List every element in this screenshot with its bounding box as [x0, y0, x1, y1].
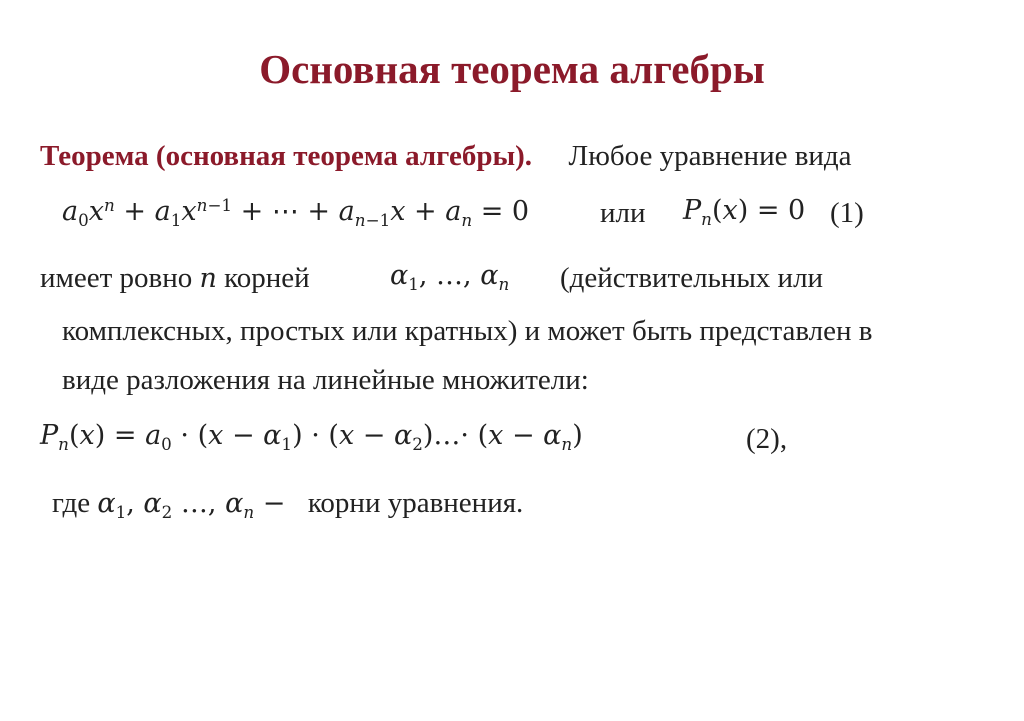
polynomial-zero-equation: $P_n(x) = 0$ [683, 195, 806, 229]
eq2-number: (2), [746, 423, 788, 455]
theorem-label: Теорема (основная теорема алгебры). [40, 140, 533, 172]
where-word: где [52, 487, 91, 519]
roots-word: корни уравнения. [307, 487, 524, 519]
line3: комплексных, простых или кратных) и может быть представлен в [62, 315, 873, 347]
or-word: или [600, 197, 646, 229]
roots-count-line: имеет ровно n корней [40, 262, 310, 294]
roots-list: $\alpha_1$, …, $\alpha_n$ [390, 260, 510, 294]
slide-title: Основная теорема алгебры [259, 46, 765, 92]
line2-b: корней [224, 262, 310, 294]
theorem-line [40, 140, 852, 173]
where-line: где $\alpha_1$, $\alpha_2$ …, $\alpha_n$ − корни уравнения. [52, 487, 524, 522]
factorization-equation: $P_n(x) = a_0 \cdot (x - \alpha_1) \cdot (x$ − $\alpha_2)\dots\cdot (x - \alpha_n)$ [40, 420, 583, 454]
intro-text: Любое уравнение вида [568, 140, 852, 172]
line2-a: имеет ровно [40, 262, 193, 294]
polynomial-equation: $a_0x^n + a_1x^{n-1}$ + ⋯ + $a_{n-1}x + a_n = 0$ [62, 195, 530, 231]
line4: виде разложения на линейные множители: [62, 364, 589, 396]
line2-c: (действительных или [560, 262, 824, 294]
eq1-number: (1) [830, 197, 864, 229]
